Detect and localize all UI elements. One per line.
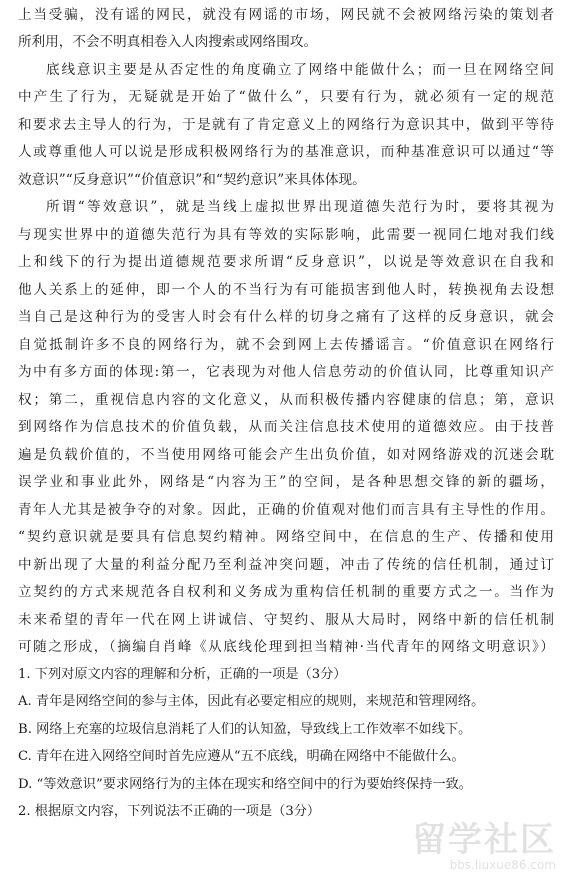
text-line: 误学业和事业此外，网络是“内容为王”的空间，是各种思想交锋的新的疆场， bbox=[18, 474, 554, 490]
option-d: D. “等效意识”要求网络行为的主体在现实和络空间中的行为要始终保持一致。 bbox=[18, 777, 472, 792]
paragraph-start-line: 所谓“等效意识”，就是当线上虚拟世界出现道德失范行为时，要将其视为 bbox=[46, 199, 554, 215]
text-line: 上当受骗，没有谣的网民，就没有网谣的市场，网民就不会被网络污染的策划者 bbox=[18, 7, 554, 23]
text-line: 与现实世界中的道德失范行为具有等效的实际影响，此需要一视同仁地对我们线 bbox=[18, 227, 554, 243]
text-line: 中新出现了大量的利益分配乃至利益冲突问题，冲击了传统的信任机制，通过订 bbox=[18, 557, 554, 573]
text-line: 青年人尤其是被争夺的对象。因此，正确的价值观对他们而言具有主导性的作用。 bbox=[18, 502, 554, 518]
text-line: 为中有多方面的体现:第一，它表现为对他人信息劳动的价值认同，比尊重知识产 bbox=[18, 364, 554, 380]
question-1: 1. 下列对原文内容的理解和分析，正确的一项是（3分） bbox=[18, 667, 347, 682]
option-a: A. 青年是网络空间的参与主体，因此有必要定相应的规则，来规范和管理网络。 bbox=[18, 694, 485, 709]
text-line: 他人关系上的延伸，即一个人的不当行为有可能损害到他人时，转换视角去设想 bbox=[18, 282, 554, 298]
option-c: C. 青年在进入网络空间时首先应遵从“五不底线，明确在网络中不能做什么。 bbox=[18, 749, 465, 764]
text-line: “契约意识就是要具有信息契约精神。网络空间中，在信息的生产、传播和使用 bbox=[18, 529, 554, 545]
text-line: 立契约的方式来规范各自权利和义务成为重构信任机制的重要方式之一。当作为 bbox=[18, 584, 554, 600]
text-line: 当自己是这种行为的受害人时会有什么样的切身之痛有了这样的反身意识，就会 bbox=[18, 309, 554, 325]
question-2: 2. 根据原文内容，下列说法不正确的一项是（3分） bbox=[18, 804, 321, 819]
text-line: 上和线下的行为提出道德规范要求所谓“反身意识”，以说是等效意识在自我和 bbox=[18, 254, 554, 270]
text-line: 未来希望的青年一代在网上讲诚信、守契约、服从大局时，网络中新的信任机制 bbox=[18, 612, 554, 628]
source-citation-line: 可随之形成，（摘编自肖峰《从底线伦理到担当精神·当代青年的网络文明意识》） bbox=[18, 639, 554, 655]
text-line: 人或尊重他人可以说是形成积极网络行为的基准意识，而种基准意识可以通过“等 bbox=[18, 144, 554, 160]
text-line: 到网络作为信息技术的价值负载，从而关注信息技术使用的道德效应。由于技普 bbox=[18, 419, 554, 435]
text-line: 效意识”“反身意识”“价值意识”和“契约意识”来具体体现。 bbox=[18, 172, 366, 188]
text-line: 自觉抵制许多不良的网络行为，就不会到网上去传播谣言。“价值意识在网络行 bbox=[18, 337, 554, 353]
text-line: 所利用，不会不明真相卷入人肉搜索或网络围攻。 bbox=[18, 34, 318, 50]
text-line: 和要求去主导人的行为，于是就有了肯定意义上的网络行为意识其中，做到平等待 bbox=[18, 117, 554, 133]
paragraph-start-line: 底线意识主要是从否定性的角度确立了网络中能做什么；而一旦在网络空间 bbox=[46, 62, 554, 78]
text-line: 权；第二，重视信息内容的文化意义，从而积极传播内容健康的信息；第，意识 bbox=[18, 392, 554, 408]
text-line: 遍是负载价值的，不当使用网络可能会产生出负价值，如对网络游戏的沉迷会耽 bbox=[18, 447, 554, 463]
watermark-url: bbs.liuxue86.com bbox=[449, 858, 556, 872]
watermark-logo-text: 留学社区 bbox=[412, 820, 556, 860]
site-watermark bbox=[400, 812, 560, 874]
option-b: B. 网络上充塞的垃圾信息消耗了人们的认知盈，导致线上工作效率不如线下。 bbox=[18, 722, 472, 737]
text-line: 中产生了行为，无疑就是开始了“做什么”，只要有行为，就必须有一定的规范 bbox=[18, 89, 554, 105]
